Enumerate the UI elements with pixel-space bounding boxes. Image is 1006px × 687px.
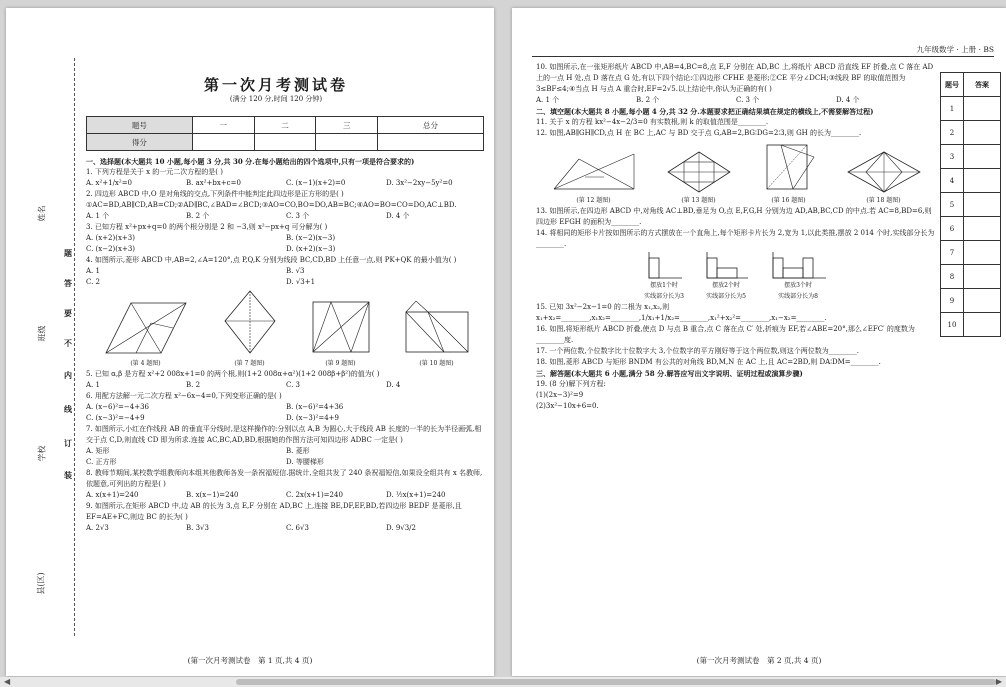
option: B. 2 个: [186, 212, 210, 220]
figure-caption: 摆放3个时 实线部分长为8: [778, 282, 818, 300]
figure-q14-3: [768, 250, 828, 302]
score-cell: [254, 134, 316, 151]
option: B. (x−6)²=4+36: [286, 403, 344, 411]
question-19-part-2: (2)3x²−10x+6=0.: [536, 402, 599, 410]
options: [86, 277, 486, 288]
seal-char: 不: [64, 338, 72, 348]
card-stack-icon: [768, 250, 828, 280]
option: C. (x−2)(x+3): [86, 245, 136, 253]
option: C. 正方形: [86, 458, 117, 466]
options: [86, 457, 486, 468]
question-19: 19. (8 分)解下列方程:: [536, 380, 606, 388]
header-rule: [532, 56, 994, 57]
option: B. 2: [186, 381, 201, 389]
figure-caption: (第 9 题图): [325, 360, 356, 367]
option: B. √3: [286, 267, 305, 275]
option: D. 等腰梯形: [286, 458, 324, 466]
page-1: [6, 8, 494, 676]
answer-table: [940, 72, 1001, 337]
question-9: 9. 如图所示,在矩形 ABCD 中,边 AB 的长为 3,点 E,F 分别在 AD,BC 上,连接 BE,DF,EF,BD,若四边形 BEDF 是菱形,且 EF=AE+FC,则边 BC 的长为( ): [86, 502, 462, 521]
question-6: 6. 用配方法解一元二次方程 x²−6x−4=0,下列变形正确的是( ): [86, 392, 282, 400]
option: A. x²+1/x²=0: [86, 179, 133, 187]
options: [86, 523, 486, 534]
options: [86, 178, 486, 189]
answer-number: 10: [941, 313, 964, 337]
figure-q10: [402, 298, 472, 369]
answer-cell[interactable]: [964, 121, 1001, 145]
seal-char: 要: [64, 308, 72, 318]
score-cell: [378, 134, 484, 151]
figure-q18: [844, 149, 924, 206]
class-label: 班级: [37, 325, 47, 342]
answer-cell[interactable]: [964, 265, 1001, 289]
answer-cell[interactable]: [964, 313, 1001, 337]
rhombus-diagram-icon: [101, 298, 191, 358]
figure-q13: [664, 149, 734, 206]
option: B. (x−2)(x−3): [286, 234, 336, 242]
options: [86, 490, 486, 501]
question-17: 17. 一个两位数,个位数字比十位数字大 3,个位数字的平方刚好等于这个两位数,则这个两位数为________.: [536, 347, 859, 355]
rectangle-diagram-icon: [309, 298, 373, 358]
option: A. (x−6)²=−4+36: [86, 403, 149, 411]
question-8: 8. 教师节期间,某校数学组教师向本组其他教师各发一条祝福短信.据统计,全组共发了 240 条祝福短信,如果设全组共有 x 名教师,依题意,可列出的方程是( ): [86, 469, 483, 488]
option: A. 2√3: [86, 524, 109, 532]
option: D. 4: [386, 381, 401, 389]
section-heading: 二、填空题(本大题共 8 小题,每小题 4 分,共 32 分.本题要求把正确结果填在规定的横线上,不需要解答过程): [536, 107, 874, 116]
county-label: 县(区): [36, 572, 46, 595]
scroll-left-arrow-icon[interactable]: ◀: [4, 677, 11, 686]
answer-cell[interactable]: [964, 169, 1001, 193]
figure-caption: 摆放2个时 实线部分长为5: [706, 282, 746, 300]
question-4: 4. 如图所示,菱形 ABCD 中,AB=2,∠A=120°,点 P,Q,K 分别为线段 BC,CD,BD 上任意一点,则 PK+QK 的最小值为( ): [86, 256, 457, 264]
option: D. √3+1: [286, 278, 316, 286]
seal-char: 答: [64, 278, 72, 288]
section-heading: 一、选择题(本大题共 10 小题,每小题 3 分,共 30 分.在每小题给出的四个选项中,只有一项是符合要求的): [86, 157, 415, 166]
figure-q14-2: [702, 250, 750, 302]
figure-caption: (第 10 题图): [419, 360, 454, 367]
folded-rectangle-icon: [759, 139, 819, 195]
score-cell: [192, 134, 254, 151]
option: A. (x+2)(x+3): [86, 234, 135, 242]
question-2-conditions: ①AC=BD,AB∥CD,AB=CD;②AD∥BC,∠BAD=∠BCD;③AO=CO,BO=DO,AB=BC;④AO=BO=CO=DO,AC⊥BD.: [86, 201, 457, 209]
options: [86, 266, 486, 277]
exam-title: 第一次月考测试卷: [203, 76, 348, 94]
score-cell: [316, 134, 378, 151]
figure-caption: (第 18 题图): [866, 197, 901, 204]
question-2: 2. 四边形 ABCD 中,O 是对角线的交点,下列条件中能判定此四边形是正方形的是( ): [86, 190, 344, 198]
figure-caption: 摆放1个时 实线部分长为3: [644, 282, 684, 300]
option: B. ax²+bx+c=0: [186, 179, 241, 187]
parallel-lines-diagram-icon: [549, 149, 639, 195]
answer-cell[interactable]: [964, 217, 1001, 241]
question-11: 11. 关于 x 的方程 kx²−4x−2/3=0 有实数根,则 k 的取值范围是________.: [536, 118, 769, 126]
answer-cell[interactable]: [964, 193, 1001, 217]
scroll-thumb[interactable]: [236, 679, 996, 685]
options: [86, 402, 486, 413]
options: [86, 446, 486, 457]
answer-number: 6: [941, 217, 964, 241]
scroll-right-arrow-icon[interactable]: ▶: [995, 677, 1002, 686]
options: [86, 244, 486, 255]
answer-cell[interactable]: [964, 97, 1001, 121]
option: B. 菱形: [286, 447, 310, 455]
answer-cell[interactable]: [964, 145, 1001, 169]
question-19-part-1: (1)(2x−3)²=9: [536, 391, 584, 399]
option: C. 6√3: [286, 524, 309, 532]
figure-caption: (第 12 题图): [576, 197, 611, 204]
seal-char: 题: [64, 248, 72, 258]
option: C. (x−1)(x+2)=0: [286, 179, 346, 187]
school-label: 学校: [37, 445, 47, 462]
card-stack-icon: [644, 250, 684, 280]
question-10: 10. 如图所示,在一张矩形纸片 ABCD 中,AB=4,BC=8,点 E,F 分别在 AD,BC 上,将纸片 ABCD 沿直线 EF 折叠,点 C 落在 AD 上的一点 H 处,点 D 落在点 G 处,有以下四个结论:①四边形 CFHE 是菱形;②CE 平分∠DCH;③线段 BF 的取值范围为 3≤BF≤4;④当点 H 与点 A 重合时,EF=2√5.以上结论中,你认为正确的有( ): [536, 63, 934, 93]
figure-q16: [759, 139, 819, 206]
question-13: 13. 如图所示,在四边形 ABCD 中,对角线 AC⊥BD,垂足为 O,点 E,F,G,H 分别为边 AD,AB,BC,CD 的中点.若 AC=8,BD=6,则四边形 EFGH 的面积为________.: [536, 207, 932, 226]
rhombus-rectangle-icon: [844, 149, 924, 195]
options: [86, 233, 486, 244]
question-5: 5. 已知 α,β 是方程 x²+2 008x+1=0 的两个根,则(1+2 008α+α²)(1+2 008β+β²)的值为( ): [86, 370, 380, 378]
option: C. 3 个: [286, 212, 310, 220]
answer-number: 8: [941, 265, 964, 289]
page-header: 九年级数学 · 上册 · BS: [916, 45, 994, 54]
answer-number: 4: [941, 169, 964, 193]
option: D. 4 个: [386, 212, 410, 220]
figure-caption: (第 4 题图): [130, 360, 161, 367]
option: B. 2 个: [636, 96, 660, 104]
option: A. 1: [86, 267, 100, 275]
answer-number: 7: [941, 241, 964, 265]
option: D. (x+2)(x−3): [286, 245, 336, 253]
seal-char: 线: [64, 404, 72, 414]
figure-q7: [220, 288, 280, 369]
option: B. 3√3: [186, 524, 209, 532]
card-stack-icon: [702, 250, 750, 280]
horizontal-scrollbar[interactable]: [0, 677, 1006, 687]
option: C. 2x(x+1)=240: [286, 491, 343, 499]
question-1: 1. 下列方程是关于 x 的一元二次方程的是( ): [86, 168, 223, 176]
score-table: [86, 116, 484, 151]
answer-number: 9: [941, 289, 964, 313]
score-header: 二: [254, 117, 316, 134]
figure-row: [536, 139, 936, 206]
option: A. 矩形: [86, 447, 110, 455]
figure-q14-1: [644, 250, 684, 302]
figure-caption: (第 7 题图): [234, 360, 265, 367]
score-row-label: 得分: [87, 134, 193, 151]
quadrilateral-midpoints-icon: [664, 149, 734, 195]
options: [536, 95, 936, 106]
figure-row: [86, 288, 486, 369]
option: C. 3 个: [736, 96, 760, 104]
option: B. x(x−1)=240: [186, 491, 239, 499]
option: C. 3: [286, 381, 301, 389]
seal-char: 内: [64, 370, 72, 380]
page2-questions: [536, 62, 936, 412]
page-2: [512, 8, 1006, 676]
answer-table-header: 题号: [941, 73, 964, 97]
answer-table-header: 答案: [964, 73, 1001, 97]
option: A. 1 个: [86, 212, 110, 220]
options: [86, 211, 486, 222]
option: A. 1 个: [536, 96, 560, 104]
option: D. (x−3)²=4+9: [286, 414, 339, 422]
answer-number: 1: [941, 97, 964, 121]
figure-q12: [549, 149, 639, 206]
option: D. 4 个: [836, 96, 860, 104]
question-15: 15. 已知 3x²−2x−1=0 的二根为 x₁,x₂,则 x₁+x₂=________,x₁x₂=________,1/x₁+1/x₂=________,x₁²+x₂²=________,x₁−x₂=________.: [536, 303, 827, 322]
section-heading: 三、解答题(本大题共 6 小题,满分 58 分.解答应写出文字说明、证明过程或演算步骤): [536, 369, 803, 378]
score-header: 题号: [87, 117, 193, 134]
page1-questions: [86, 156, 486, 534]
answer-number: 3: [941, 145, 964, 169]
options: [86, 413, 486, 424]
answer-cell[interactable]: [964, 241, 1001, 265]
binding-line: [74, 58, 75, 636]
question-12: 12. 如图,AB∥GH∥CD,点 H 在 BC 上,AC 与 BD 交于点 G,AB=2,BG∶DG=2∶3,则 GH 的长为________.: [536, 129, 862, 137]
question-7: 7. 如图所示,小红在作线段 AB 的垂直平分线时,是这样操作的:分别以点 A,B 为圆心,大于线段 AB 长度的一半的长为半径画弧,相交于点 C,D,则直线 CD 即为所求.连接 AC,BC,AD,BD,根据她的作图方法可知四边形 ADBC 一定是( ): [86, 425, 482, 444]
page-footer: (第一次月考测试卷 第 2 页,共 4 页): [696, 656, 822, 665]
question-16: 16. 如图,将矩形纸片 ABCD 折叠,使点 D 与点 B 重合,点 C 落在点 C′ 处,折痕为 EF,若∠ABE=20°,那么∠EFC′ 的度数为________度.: [536, 325, 915, 344]
question-3: 3. 已知方程 x²+px+q=0 的两个根分别是 2 和 −3,则 x²−px+q 可分解为( ): [86, 223, 328, 231]
option: C. 2: [86, 278, 101, 286]
score-header: 一: [192, 117, 254, 134]
option: D. ½x(x+1)=240: [386, 491, 446, 499]
option: A. 1: [86, 381, 100, 389]
score-header: 总分: [378, 117, 484, 134]
exam-subtitle: (满分 120 分,时间 120 分钟): [229, 95, 323, 103]
fold-diagram-icon: [402, 298, 472, 358]
options: [86, 380, 486, 391]
seal-char: 装: [64, 470, 72, 480]
figure-caption: (第 16 题图): [771, 197, 806, 204]
answer-number: 2: [941, 121, 964, 145]
score-header: 三: [316, 117, 378, 134]
seal-char: 订: [64, 438, 72, 448]
figure-caption: (第 13 题图): [681, 197, 716, 204]
figure-q4: [101, 298, 191, 369]
figure-row-q14: [536, 250, 936, 302]
answer-cell[interactable]: [964, 289, 1001, 313]
name-label: 姓名: [37, 205, 47, 222]
option: D. 3x²−2xy−5y²=0: [386, 179, 453, 187]
kite-diagram-icon: [220, 288, 280, 358]
figure-q9: [309, 298, 373, 369]
option: C. (x−3)²=−4+9: [86, 414, 145, 422]
answer-number: 5: [941, 193, 964, 217]
option: D. 9√3/2: [386, 524, 416, 532]
question-14: 14. 将相同的矩形卡片按如图所示的方式摆放在一个直角上,每个矩形卡片长为 2,宽为 1,以此类推,摆放 2 014 个时,实线部分长为________.: [536, 229, 935, 248]
question-18: 18. 如图,菱形 ABCD 与矩形 BNDM 有公共的对角线 BD,M,N 在 AC 上,且 AC=2BD,则 DA∶DM=________.: [536, 358, 881, 366]
page-footer: (第一次月考测试卷 第 1 页,共 4 页): [187, 656, 313, 665]
option: A. x(x+1)=240: [86, 491, 139, 499]
